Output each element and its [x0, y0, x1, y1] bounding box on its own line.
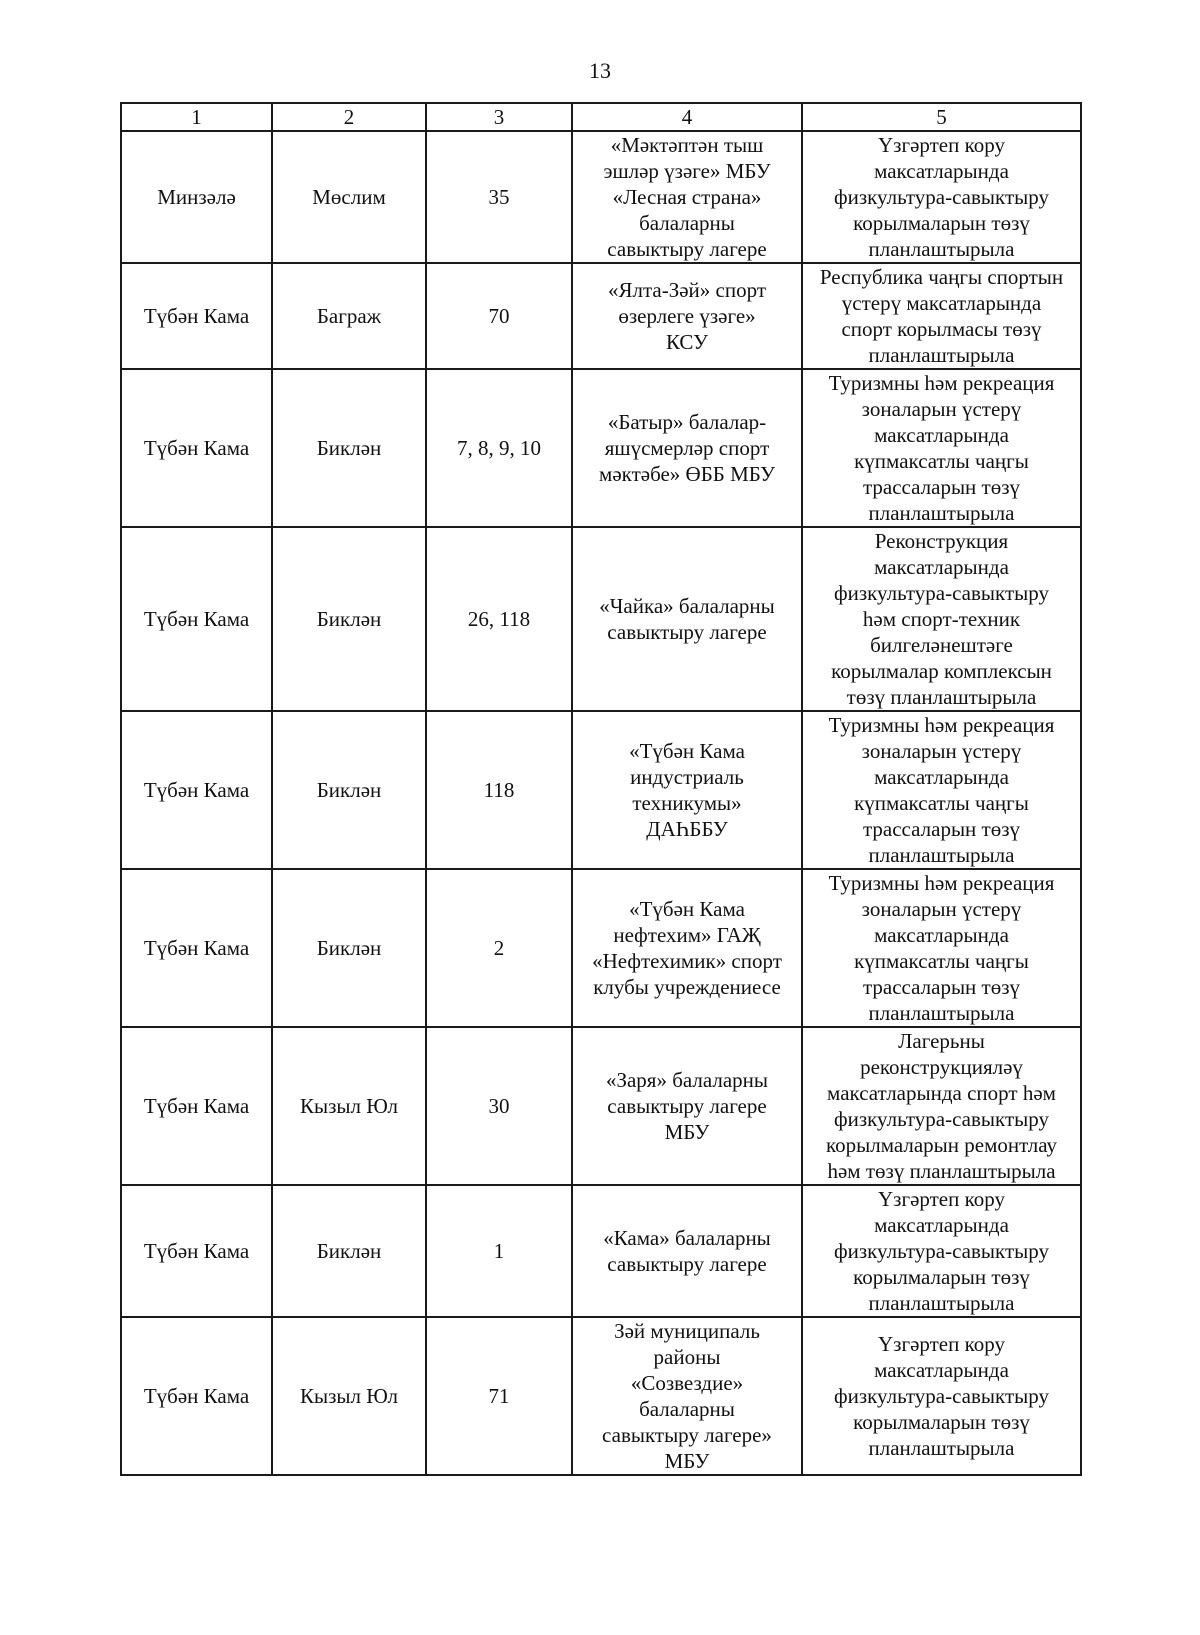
table-row	[121, 263, 1081, 369]
table-cell	[426, 369, 572, 527]
table-row	[121, 1027, 1081, 1185]
cell-text: «Батыр» балалар- яшүсмерләр спорт мәктәбе» ӨББ МБУ	[599, 410, 775, 486]
cell-text: Түбән Кама	[143, 1239, 250, 1263]
table-cell	[572, 369, 802, 527]
table-cell	[426, 711, 572, 869]
table-header-row	[121, 103, 1081, 131]
cell-text: 1	[493, 1239, 505, 1263]
table-cell	[572, 131, 802, 263]
cell-text: 35	[488, 185, 510, 209]
cell-text: 70	[488, 304, 510, 328]
cell-text: Туризмны һәм рекреация зоналарын үстерү максатларында күпмаксатлы чаңгы трассаларын төзү планлаштырыла	[828, 371, 1055, 525]
cell-text: 30	[488, 1094, 510, 1118]
column-header: 1	[121, 103, 272, 131]
table-cell	[426, 1317, 572, 1475]
data-table	[120, 102, 1082, 1476]
table-cell	[272, 527, 426, 711]
table-cell	[572, 527, 802, 711]
cell-text: Зәй муниципаль районы «Созвездие» балаларны савыктыру лагере» МБУ	[602, 1319, 772, 1473]
cell-text: Туризмны һәм рекреация зоналарын үстерү максатларында күпмаксатлы чаңгы трассаларын төзү планлаштырыла	[828, 871, 1055, 1025]
table-cell	[572, 869, 802, 1027]
cell-text: Кызыл Юл	[299, 1094, 399, 1118]
cell-text: 26, 118	[467, 607, 531, 631]
column-header: 5	[802, 103, 1081, 131]
cell-text: 118	[483, 778, 515, 802]
table-cell	[802, 131, 1081, 263]
cell-text: Түбән Кама	[143, 1384, 250, 1408]
table-cell	[121, 369, 272, 527]
cell-text: 2	[493, 936, 505, 960]
cell-text: «Ялта-Зәй» спорт өзерлеге үзәге» КСУ	[607, 278, 767, 354]
cell-text: Реконструкция максатларында физкультура-савыктыру һәм спорт-техник билгеләнештәге корылмалар комплексын төзү планлаштырыла	[831, 529, 1052, 709]
cell-text: Түбән Кама	[143, 936, 250, 960]
column-header: 2	[272, 103, 426, 131]
cell-text: 71	[488, 1384, 510, 1408]
cell-text: 7, 8, 9, 10	[457, 436, 541, 460]
table-cell	[121, 263, 272, 369]
table-cell	[426, 1185, 572, 1317]
page-number: 13	[589, 58, 611, 83]
table-cell	[121, 131, 272, 263]
cell-text: Үзгәртеп кору максатларында физкультура-савыктыру корылмаларын төзү планлаштырыла	[834, 133, 1049, 261]
table-cell	[121, 1027, 272, 1185]
table-row	[121, 1317, 1081, 1475]
table-cell	[121, 1185, 272, 1317]
cell-text: «Мәктәптән тыш эшләр үзәге» МБУ «Лесная страна» балаларны савыктыру лагере	[603, 133, 771, 261]
table-cell	[802, 711, 1081, 869]
table-cell	[272, 131, 426, 263]
table-cell	[426, 527, 572, 711]
table-cell	[121, 1317, 272, 1475]
cell-text: Түбән Кама	[143, 1094, 250, 1118]
table-cell	[272, 369, 426, 527]
table-cell	[272, 711, 426, 869]
table-cell	[121, 527, 272, 711]
table-cell	[426, 1027, 572, 1185]
table-cell	[272, 1185, 426, 1317]
table-cell	[802, 1317, 1081, 1475]
table-cell	[572, 711, 802, 869]
table-cell	[426, 131, 572, 263]
cell-text: Үзгәртеп кору максатларында физкультура-савыктыру корылмаларын төзү планлаштырыла	[834, 1187, 1049, 1315]
column-header: 3	[426, 103, 572, 131]
column-header: 4	[572, 103, 802, 131]
table-cell	[121, 869, 272, 1027]
cell-text: «Заря» балаларны савыктыру лагере МБУ	[605, 1068, 769, 1144]
cell-text: «Чайка» балаларны савыктыру лагере	[599, 594, 775, 644]
table-cell	[572, 1027, 802, 1185]
cell-text: «Түбән Кама нефтехим» ГАҖ «Нефтехимик» спорт клубы учреждениесе	[592, 897, 782, 999]
cell-text: Минзәлә	[157, 185, 236, 209]
table-cell	[272, 1027, 426, 1185]
table-cell	[802, 1027, 1081, 1185]
table-cell	[572, 1185, 802, 1317]
cell-text: Түбән Кама	[143, 607, 250, 631]
cell-text: Биклән	[316, 778, 382, 802]
table-body	[121, 131, 1081, 1475]
table-cell	[426, 263, 572, 369]
table-cell	[121, 711, 272, 869]
table-cell	[802, 527, 1081, 711]
table-row	[121, 369, 1081, 527]
cell-text: Мөслим	[312, 185, 386, 209]
cell-text: Түбән Кама	[143, 304, 250, 328]
table-cell	[272, 869, 426, 1027]
table-cell	[572, 263, 802, 369]
table-cell	[802, 369, 1081, 527]
cell-text: Биклән	[316, 1239, 382, 1263]
table-cell	[272, 1317, 426, 1475]
cell-text: Республика чаңгы спортын үстерү максатларында спорт корылмасы төзү планлаштырыла	[819, 265, 1064, 367]
table-row	[121, 711, 1081, 869]
table-cell	[572, 1317, 802, 1475]
cell-text: Биклән	[316, 607, 382, 631]
cell-text: «Кама» балаларны савыктыру лагере	[603, 1226, 771, 1276]
table-cell	[426, 869, 572, 1027]
table-row	[121, 1185, 1081, 1317]
cell-text: Баграж	[316, 304, 382, 328]
table-row	[121, 527, 1081, 711]
cell-text: Лагерьны реконструкцияләү максатларында спорт һәм физкультура-савыктыру корылмаларын ремонтлау һәм төзү планлаштырыла	[825, 1029, 1057, 1183]
cell-text: «Түбән Кама индустриаль техникумы» ДАҺББУ	[629, 739, 745, 841]
cell-text: Кызыл Юл	[299, 1384, 399, 1408]
cell-text: Туризмны һәм рекреация зоналарын үстерү максатларында күпмаксатлы чаңгы трассаларын төзү планлаштырыла	[828, 713, 1055, 867]
cell-text: Түбән Кама	[143, 778, 250, 802]
cell-text: Үзгәртеп кору максатларында физкультура-савыктыру корылмаларын төзү планлаштырыла	[834, 1332, 1049, 1460]
cell-text: Биклән	[316, 936, 382, 960]
table-row	[121, 869, 1081, 1027]
cell-text: Биклән	[316, 436, 382, 460]
table-cell	[802, 263, 1081, 369]
table-cell	[802, 869, 1081, 1027]
table-cell	[272, 263, 426, 369]
table-row	[121, 131, 1081, 263]
cell-text: Түбән Кама	[143, 436, 250, 460]
table-cell	[802, 1185, 1081, 1317]
